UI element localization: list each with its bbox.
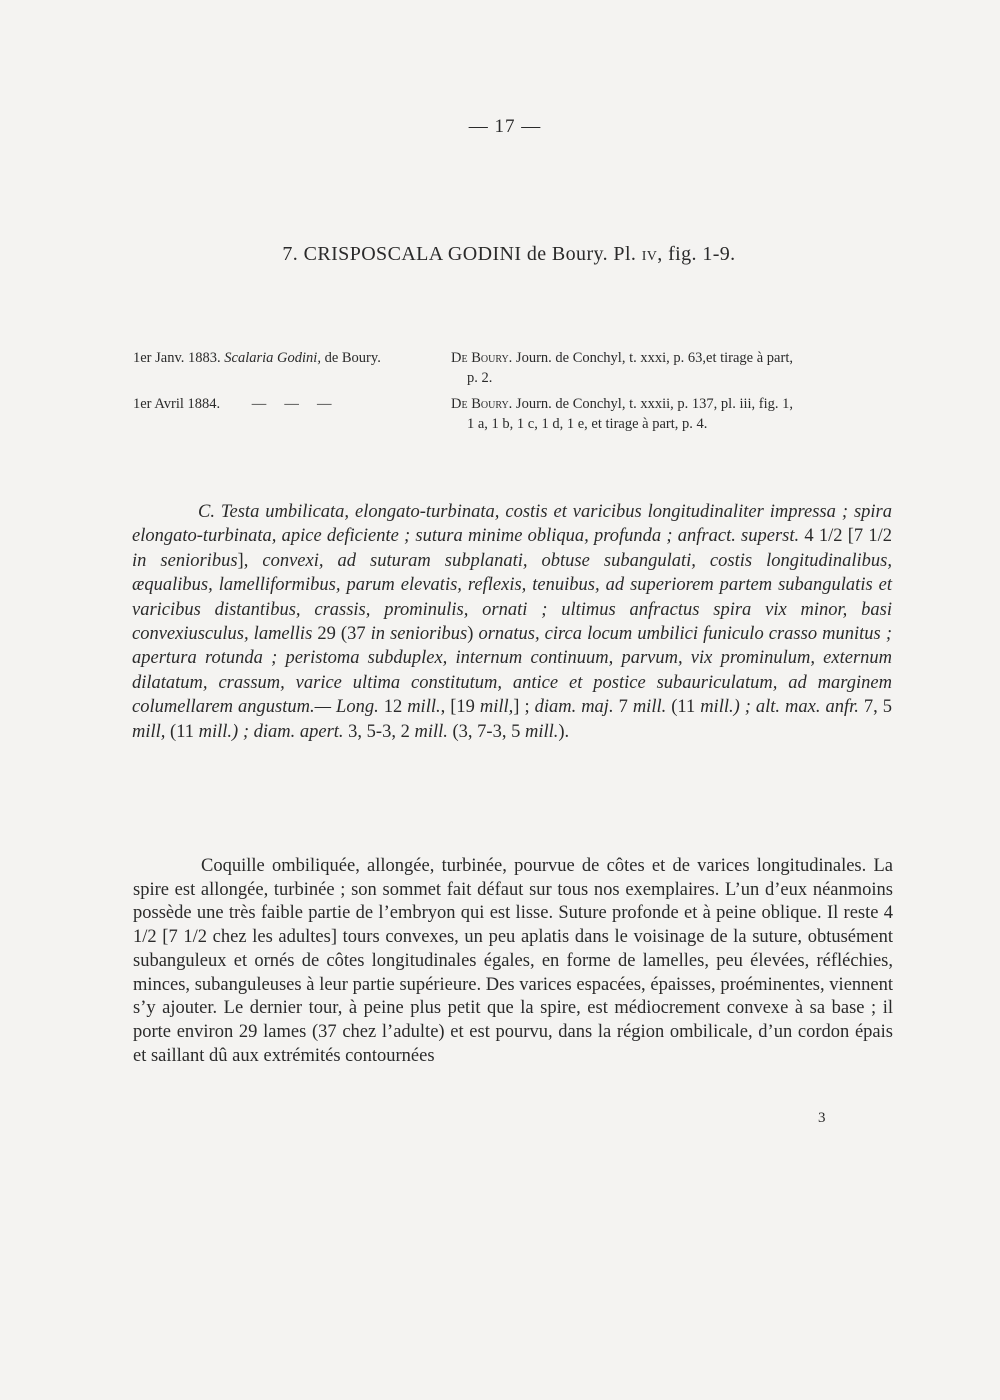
synonymy-list [133, 348, 903, 434]
latin-text: ornatus, circa locum umbilici funiculo crasso munitus ; apertura rotunda ; peristoma subduplex, internum continuum, parvum, vix prominulum, externum dilatatum, crassum, varice ultima constitutum, antice et postice subauriculatum, ad marginem columellarem angustum.— Long. [132, 624, 892, 718]
species-heading [0, 243, 1000, 266]
latin-text: convexi, ad suturam subplanati, obtuse subangulati, costis longitudinalibus, æqualibus, lamelliformibus, parum elevatis, reflexis, tenuibus, ad superiorem partem subangulatis et varicibus distantibus, crassis, prominulis, ornati ; ultimus anfractus spira vix minor, basi convexiusculus, lamellis [132, 550, 892, 645]
latin-measure: 7, 5 [863, 697, 893, 718]
latin-text: mill.) ; alt. max. anfr. [695, 697, 864, 718]
latin-text: mill, [132, 721, 166, 742]
latin-text: in senioribus [132, 550, 238, 571]
latin-text: mill, [474, 697, 514, 718]
latin-text: mill. [627, 697, 667, 718]
latin-measure: ). [558, 721, 570, 742]
latin-measure: , [19 [440, 697, 475, 718]
page-number: — 17 — [468, 116, 542, 137]
species-name: CRISPOSCALA GODINI [303, 243, 522, 265]
plate-label: Pl. [613, 243, 637, 265]
latin-measure: 3, 5-3, 2 [348, 721, 410, 742]
reference-author: De Boury [451, 396, 509, 412]
latin-text: mill. [402, 697, 441, 718]
latin-text: mill. [520, 721, 559, 742]
synonymy-citation [133, 394, 451, 414]
synonymy-name-author: de Boury. [324, 350, 381, 366]
species-number: 7. [282, 243, 299, 265]
reference-text: . Journ. de Conchyl, t. xxxii, p. 137, pl. iii, fig. 1, [508, 396, 794, 412]
latin-text: in senioribus [365, 624, 468, 645]
synonymy-ditto: — — — [251, 396, 332, 412]
latin-measure: 7 [618, 697, 628, 718]
latin-text: Testa umbilicata, elongato-turbinata, costis et varicibus longitudinaliter impressa ; spira elongato-turbinata, apice deficiente ; sutura minime obliqua, profunda ; anfract. superst. [132, 502, 892, 547]
synonymy-entry [133, 348, 903, 388]
synonymy-reference [451, 348, 903, 388]
plate-number: iv [641, 243, 658, 265]
latin-measure: 4 1/2 [7 1/2 [804, 526, 892, 547]
synonymy-entry [133, 394, 903, 434]
synonymy-reference [451, 394, 903, 434]
latin-measure: 29 (37 [317, 624, 366, 645]
latin-text: mill.) ; diam. apert. [194, 721, 349, 742]
synonymy-citation [133, 348, 451, 368]
figure-reference: , fig. 1-9. [657, 243, 736, 265]
latin-measure: (3, 7-3, 5 [447, 721, 521, 742]
species-author: de Boury. [526, 243, 609, 265]
reference-author: De Boury [451, 350, 509, 366]
latin-measure: ] ; [513, 697, 530, 718]
latin-measure: ], [237, 550, 249, 571]
synonymy-date: 1er Janv. 1883. [133, 350, 221, 366]
latin-description [132, 500, 892, 744]
latin-text: diam. maj. [529, 697, 619, 718]
latin-measure: 12 [383, 697, 403, 718]
latin-measure: (11 [165, 721, 195, 742]
latin-text: mill. [409, 721, 448, 742]
reference-continuation: p. 2. [467, 370, 493, 386]
reference-continuation: 1 a, 1 b, 1 c, 1 d, 1 e, et tirage à part, p. 4. [467, 416, 708, 432]
signature-mark: 3 [818, 1110, 826, 1126]
synonymy-name: Scalaria Godini, [224, 350, 321, 366]
latin-measure: (11 [666, 697, 696, 718]
french-description: Coquille ombiliquée, allongée, turbinée, pourvue de côtes et de varices longitudinales. La spire est allongée, turbinée ; son sommet fait défaut sur tous nos exemplaires. L’un d’eux néanmoins possède une très faible partie de l’embryon qui est lisse. Suture profonde et à peine oblique. Il reste 4 1/2 [7 1/2 chez les adultes] tours convexes, un peu aplatis dans le voisinage de la suture, obtusément subanguleux et ornés de côtes longitudinales égales, en forme de lamelles, peu élevées, réfléchies, minces, subanguleuses à leur partie supérieure. Des varices espacées, épaisses, proéminentes, viennent s’y ajouter. Le dernier tour, à peine plus petit que la spire, est médiocrement convexe à sa base ; il porte environ 29 lames (37 chez l’adulte) et est pourvu, dans la région ombilicale, d’un cordon épais et saillant dû aux extrémités contournées [133, 856, 893, 1066]
latin-lead: C. [198, 502, 215, 522]
reference-text: . Journ. de Conchyl, t. xxxi, p. 63,et tirage à part, [508, 350, 793, 366]
synonymy-date: 1er Avril 1884. [133, 396, 221, 412]
latin-measure: ) [467, 624, 474, 645]
